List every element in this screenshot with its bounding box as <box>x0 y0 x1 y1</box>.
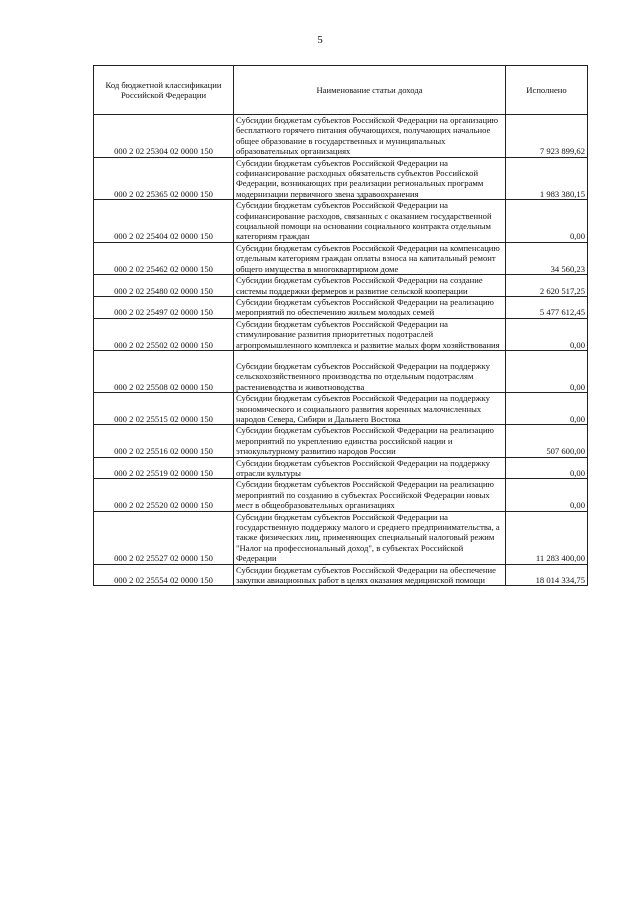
row-code: 000 2 02 25304 02 0000 150 <box>94 115 234 158</box>
table-row <box>94 275 588 297</box>
table-row <box>94 564 588 586</box>
row-name: Субсидии бюджетам субъектов Российской Федерации на обеспечение закупки авиационных работ в целях оказания медицинской помощи <box>234 564 506 586</box>
row-amount: 0,00 <box>506 200 588 243</box>
row-amount: 0,00 <box>506 393 588 425</box>
row-amount: 507 600,00 <box>506 425 588 457</box>
row-amount: 0,00 <box>506 457 588 479</box>
page-number: 5 <box>317 34 323 46</box>
row-name: Субсидии бюджетам субъектов Российской Федерации на организацию бесплатного горячего питания обучающихся, получающих начальное общее образование в государственных и муниципальных образовательных организациях <box>234 115 506 158</box>
row-code: 000 2 02 25508 02 0000 150 <box>94 350 234 392</box>
table-row <box>94 479 588 511</box>
row-code: 000 2 02 25520 02 0000 150 <box>94 479 234 511</box>
table-header-row <box>94 66 588 115</box>
row-code: 000 2 02 25516 02 0000 150 <box>94 425 234 457</box>
row-amount: 0,00 <box>506 479 588 511</box>
row-code: 000 2 02 25519 02 0000 150 <box>94 457 234 479</box>
row-code: 000 2 02 25527 02 0000 150 <box>94 511 234 564</box>
row-code: 000 2 02 25404 02 0000 150 <box>94 200 234 243</box>
row-name: Субсидии бюджетам субъектов Российской Федерации на поддержку экономического и социального развития коренных малочисленных народов Севера, Сибири и Дальнего Востока <box>234 393 506 425</box>
row-code: 000 2 02 25365 02 0000 150 <box>94 157 234 200</box>
table-row <box>94 318 588 350</box>
row-amount: 34 560,23 <box>506 242 588 274</box>
row-amount: 7 923 899,62 <box>506 115 588 158</box>
row-amount: 18 014 334,75 <box>506 564 588 586</box>
table-row <box>94 242 588 274</box>
row-name: Субсидии бюджетам субъектов Российской Федерации на поддержку отрасли культуры <box>234 457 506 479</box>
row-amount: 5 477 612,45 <box>506 296 588 318</box>
row-amount: 2 620 517,25 <box>506 275 588 297</box>
row-amount: 0,00 <box>506 318 588 350</box>
table-row <box>94 157 588 200</box>
row-code: 000 2 02 25480 02 0000 150 <box>94 275 234 297</box>
row-name: Субсидии бюджетам субъектов Российской Федерации на поддержку сельскохозяйственного производства по отдельным подотраслям растениеводства и животноводства <box>234 350 506 392</box>
table-row <box>94 425 588 457</box>
row-code: 000 2 02 25515 02 0000 150 <box>94 393 234 425</box>
row-name: Субсидии бюджетам субъектов Российской Федерации на реализацию мероприятий по созданию в субъектах Российской Федерации новых мест в общеобразовательных организациях <box>234 479 506 511</box>
row-name: Субсидии бюджетам субъектов Российской Федерации на стимулирование развития приоритетных подотраслей агропромышленного комплекса и развитие малых форм хозяйствования <box>234 318 506 350</box>
header-amount: Исполнено <box>506 66 588 115</box>
row-name: Субсидии бюджетам субъектов Российской Федерации на софинансирование расходов, связанных с оказанием государственной социальной помощи на основании социального контракта отдельным категориям граждан <box>234 200 506 243</box>
row-code: 000 2 02 25554 02 0000 150 <box>94 564 234 586</box>
row-name: Субсидии бюджетам субъектов Российской Федерации на государственную поддержку малого и среднего предпринимательства, а также физических лиц, применяющих специальный налоговый режим "Налог на профессиональный доход", в субъектах Российской Федерации <box>234 511 506 564</box>
table-row <box>94 296 588 318</box>
header-code: Код бюджетной классификации Российской Федерации <box>94 66 234 115</box>
budget-income-table <box>93 65 588 586</box>
header-name: Наименование статьи дохода <box>234 66 506 115</box>
row-code: 000 2 02 25497 02 0000 150 <box>94 296 234 318</box>
row-name: Субсидии бюджетам субъектов Российской Федерации на создание системы поддержки фермеров и развитие сельской кооперации <box>234 275 506 297</box>
row-name: Субсидии бюджетам субъектов Российской Федерации на софинансирование расходных обязательств субъектов Российской Федерации, возникающих при реализации региональных программ модернизации первичного звена здравоохранения <box>234 157 506 200</box>
table-row <box>94 200 588 243</box>
row-amount: 11 283 400,00 <box>506 511 588 564</box>
row-name: Субсидии бюджетам субъектов Российской Федерации на реализацию мероприятий по обеспечению жильем молодых семей <box>234 296 506 318</box>
row-code: 000 2 02 25502 02 0000 150 <box>94 318 234 350</box>
row-code: 000 2 02 25462 02 0000 150 <box>94 242 234 274</box>
table-row <box>94 393 588 425</box>
table-row <box>94 511 588 564</box>
row-name: Субсидии бюджетам субъектов Российской Федерации на компенсацию отдельным категориям граждан оплаты взноса на капитальный ремонт общего имущества в многоквартирном доме <box>234 242 506 274</box>
table-row <box>94 457 588 479</box>
table-row <box>94 350 588 392</box>
row-amount: 0,00 <box>506 350 588 392</box>
table-row <box>94 115 588 158</box>
row-name: Субсидии бюджетам субъектов Российской Федерации на реализацию мероприятий по укреплению единства российской нации и этнокультурному развитию народов России <box>234 425 506 457</box>
row-amount: 1 983 380,15 <box>506 157 588 200</box>
